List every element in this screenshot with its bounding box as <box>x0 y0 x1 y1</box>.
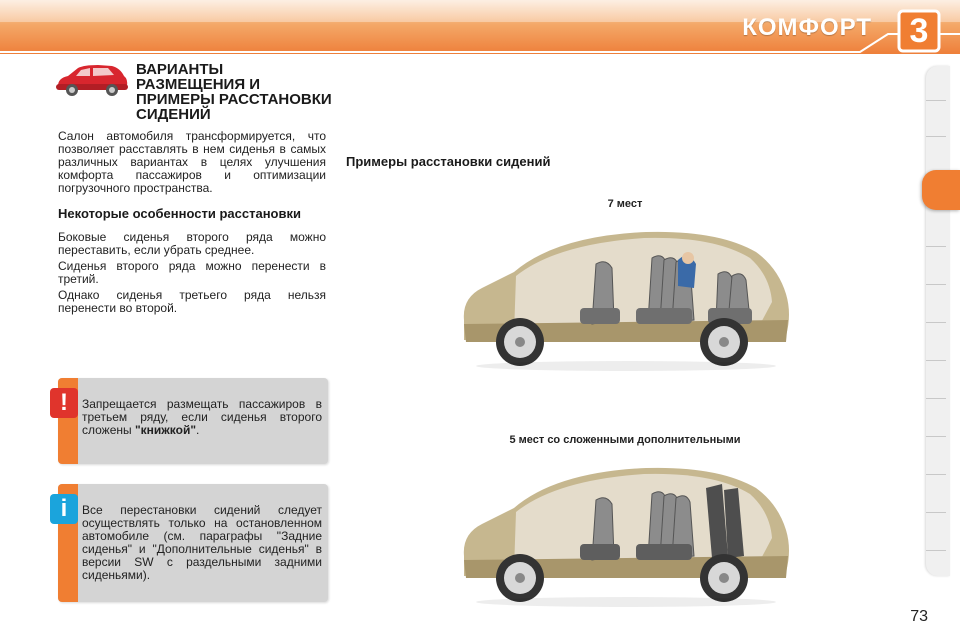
info-icon: i <box>50 494 78 524</box>
intro-paragraph: Салон автомобиля трансформируется, что позволяет расставлять в нем сиденья в самых различных вариантах в целях улучшения комфорта пассажиров и оптимизации погрузочного пространства. <box>58 129 326 195</box>
tab-divider <box>926 398 946 399</box>
tab-divider <box>926 284 946 285</box>
tab-divider <box>926 436 946 437</box>
car-icon <box>54 62 130 98</box>
tab-divider <box>926 550 946 551</box>
chapter-number: 3 <box>909 12 929 50</box>
seating-7-illustration <box>456 224 796 374</box>
feature-item: Сиденья второго ряда можно перенести в третий. <box>58 259 326 286</box>
tab-divider <box>926 136 946 137</box>
features-heading: Некоторые особенности расстановки <box>58 206 301 221</box>
tab-comfort-active[interactable] <box>922 170 960 210</box>
seating-5-illustration <box>456 460 796 610</box>
feature-item: Однако сиденья третьего ряда нельзя перенести во второй. <box>58 288 326 315</box>
info-text: Все перестановки сидений следует осуществлять только на остановленном автомобиле (см. параграфы "Задние сиденья" и "Дополнительные сиденья" в версии SW с раздельными задними сиденьями). <box>82 503 322 582</box>
figure-caption: 5 мест со сложенными дополнительными <box>509 434 741 446</box>
section-title: ВАРИАНТЫ РАЗМЕЩЕНИЯ И ПРИМЕРЫ РАССТАНОВКИ СИДЕНИЙ <box>136 61 332 123</box>
feature-item: Боковые сиденья второго ряда можно переставить, если убрать среднее. <box>58 230 326 257</box>
chapter-title: КОМФОРТ <box>742 14 872 41</box>
warning-note <box>58 378 328 464</box>
index-tabs <box>926 66 950 576</box>
tab-divider <box>926 474 946 475</box>
page-number: 73 <box>910 608 928 625</box>
examples-heading: Примеры расстановки сидений <box>346 154 551 169</box>
warning-icon: ! <box>50 388 78 418</box>
tab-divider <box>926 100 946 101</box>
tab-divider <box>926 512 946 513</box>
warning-text: Запрещается размещать пассажиров в третьем ряду, если сиденья второго сложены "книжкой". <box>82 397 322 437</box>
tab-divider <box>926 246 946 247</box>
tab-divider <box>926 360 946 361</box>
info-note <box>58 484 328 602</box>
figure-caption: 7 мест <box>607 198 643 210</box>
tab-divider <box>926 322 946 323</box>
